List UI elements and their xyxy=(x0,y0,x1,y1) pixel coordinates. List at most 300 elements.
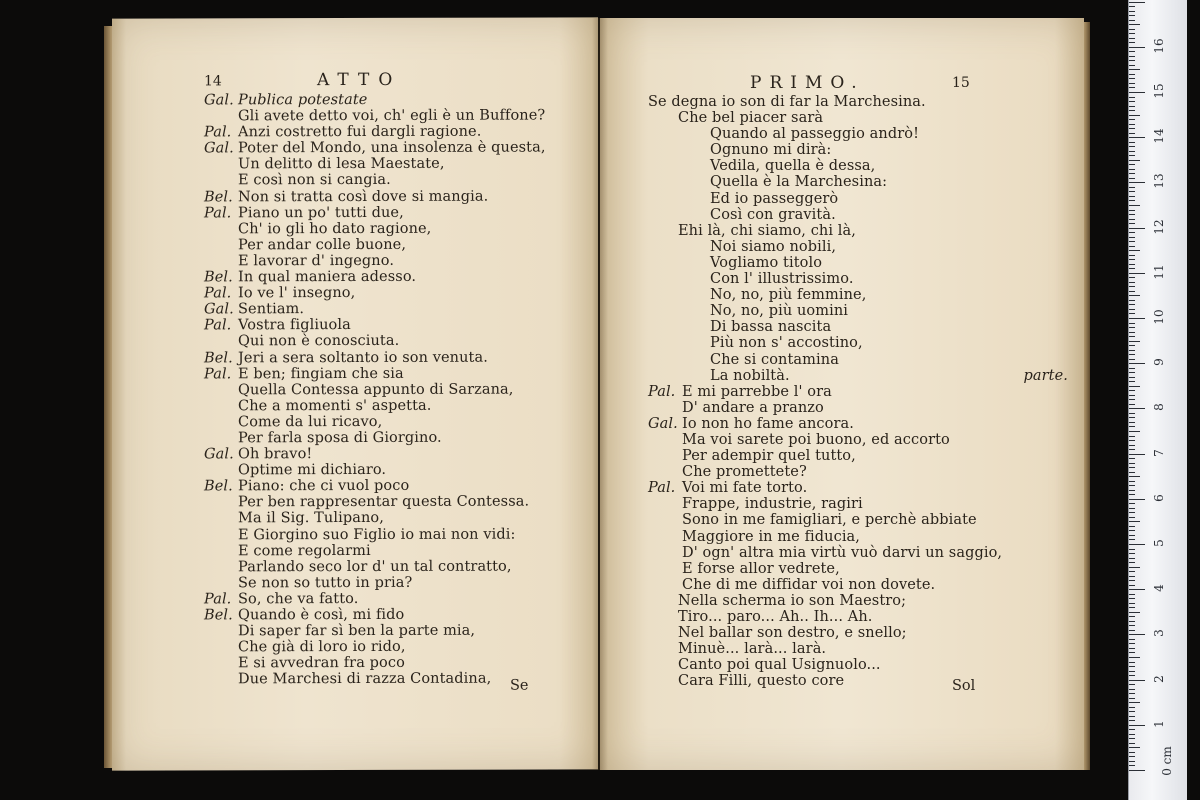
text-line xyxy=(204,590,594,607)
text-line xyxy=(204,429,594,446)
ruler-tick xyxy=(1129,698,1135,699)
ruler-tick xyxy=(1129,291,1135,292)
ruler-tick xyxy=(1129,178,1135,179)
ruler-tick xyxy=(1129,160,1140,161)
ruler-tick xyxy=(1129,711,1135,712)
text-line xyxy=(648,303,1068,319)
ruler-tick xyxy=(1129,128,1135,129)
ruler-tick xyxy=(1129,770,1145,771)
ruler-tick xyxy=(1129,508,1135,509)
speaker-label: Pal. xyxy=(204,365,232,382)
ruler-tick xyxy=(1129,295,1140,296)
speaker-label: Pal. xyxy=(204,317,232,334)
ruler-tick xyxy=(1129,503,1135,504)
ruler-tick xyxy=(1129,151,1135,152)
ruler-tick xyxy=(1129,313,1135,314)
verse-text: No, no, più uomini xyxy=(710,303,849,320)
ruler-tick xyxy=(1129,589,1145,590)
ruler-tick xyxy=(1129,87,1135,88)
ruler-tick xyxy=(1129,377,1135,378)
ruler-tick xyxy=(1129,734,1135,735)
text-line xyxy=(204,236,594,253)
ruler-tick xyxy=(1129,485,1135,486)
ruler-tick xyxy=(1129,634,1145,635)
ruler-tick xyxy=(1129,372,1135,373)
text-line xyxy=(648,174,1068,190)
ruler-tick xyxy=(1129,639,1135,640)
verse-text: Che si contamina xyxy=(710,351,839,368)
ruler-tick xyxy=(1129,20,1135,21)
ruler-tick xyxy=(1129,643,1135,644)
ruler-tick xyxy=(1129,404,1135,405)
verse-text: Publica potestate xyxy=(238,91,368,109)
verse-text: Quando al passeggio andrò! xyxy=(710,126,920,143)
ruler-tick xyxy=(1129,707,1135,708)
speaker-label: Bel. xyxy=(204,607,233,624)
ruler-tick xyxy=(1129,210,1135,211)
speaker-label: Pal. xyxy=(204,124,232,141)
ruler-tick xyxy=(1129,300,1135,301)
ruler-tick xyxy=(1129,761,1135,762)
verse-text: Sentiam. xyxy=(238,301,305,318)
text-line xyxy=(648,577,1068,593)
text-line xyxy=(648,352,1068,368)
ruler-tick xyxy=(1129,607,1135,608)
ruler-tick xyxy=(1129,124,1135,125)
ruler-tick xyxy=(1129,47,1145,48)
ruler-tick xyxy=(1129,327,1135,328)
ruler-tick xyxy=(1129,259,1135,260)
page-number-left: 14 xyxy=(204,73,222,90)
ruler-tick xyxy=(1129,752,1135,753)
verse-text: Vostra figliuola xyxy=(238,317,351,334)
text-line xyxy=(204,317,594,334)
ruler-label: 8 xyxy=(1152,403,1166,412)
verse-text: So, che va fatto. xyxy=(238,590,359,608)
ruler-tick xyxy=(1129,630,1135,631)
ruler-tick xyxy=(1129,350,1135,351)
text-line xyxy=(204,622,594,639)
ruler-tick xyxy=(1129,142,1135,143)
ruler-tick xyxy=(1129,521,1140,522)
ruler-tick xyxy=(1129,318,1145,319)
verse-text: Che bel piacer sarà xyxy=(678,110,824,127)
ruler-tick xyxy=(1129,173,1135,174)
text-line xyxy=(204,510,594,527)
verse-text: E ben; fingiam che sia xyxy=(238,365,404,382)
ruler-label: 2 xyxy=(1152,674,1166,683)
verse-text: Optime mi dichiaro. xyxy=(238,462,387,479)
verse-text: Poter del Mondo, una insolenza è questa, xyxy=(238,139,546,157)
ruler-tick xyxy=(1129,399,1135,400)
verse-text: Ma il Sig. Tulipano, xyxy=(238,510,384,527)
ruler-tick xyxy=(1129,616,1135,617)
ruler-tick xyxy=(1129,155,1135,156)
ruler-label: 12 xyxy=(1152,218,1166,235)
verse-text: Di bassa nascita xyxy=(710,319,832,336)
ruler-tick xyxy=(1129,747,1140,748)
ruler-label: 1 xyxy=(1152,719,1166,728)
text-line xyxy=(204,574,594,591)
ruler-tick xyxy=(1129,33,1135,34)
text-line xyxy=(648,496,1068,512)
ruler-tick xyxy=(1129,553,1135,554)
text-line xyxy=(648,94,1068,110)
ruler-label: 5 xyxy=(1152,539,1166,547)
speaker-label: Pal. xyxy=(648,383,676,400)
text-line xyxy=(648,641,1068,657)
ruler-tick xyxy=(1129,200,1135,201)
verse-text: E come regolarmi xyxy=(238,542,371,559)
verse-text: Che promettete? xyxy=(682,464,807,481)
ruler-tick xyxy=(1129,56,1135,57)
ruler-tick xyxy=(1129,169,1135,170)
ruler-tick xyxy=(1129,282,1135,283)
ruler-tick xyxy=(1129,332,1135,333)
verse-text: Due Marchesi di razza Contadina, xyxy=(238,671,492,688)
text-line xyxy=(204,91,594,108)
ruler-tick xyxy=(1129,2,1145,3)
ruler-label: 15 xyxy=(1152,83,1166,99)
ruler-tick xyxy=(1129,648,1135,649)
ruler-tick xyxy=(1129,101,1135,102)
text-line xyxy=(648,480,1068,496)
ruler-tick xyxy=(1129,549,1135,550)
speaker-label: Pal. xyxy=(648,480,676,497)
ruler-tick xyxy=(1129,395,1135,396)
text-line xyxy=(204,156,594,173)
ruler-tick xyxy=(1129,472,1135,473)
ruler-tick xyxy=(1129,526,1135,527)
text-line xyxy=(648,319,1068,335)
speaker-label: Gal. xyxy=(204,140,234,157)
verse-text: Gli avete detto voi, ch' egli è un Buffone? xyxy=(238,107,546,125)
ruler-tick xyxy=(1129,182,1145,183)
ruler-tick xyxy=(1129,268,1135,269)
ruler-tick xyxy=(1129,458,1135,459)
ruler-tick xyxy=(1129,680,1145,681)
verse-text: Che a momenti s' aspetta. xyxy=(238,397,432,415)
text-line xyxy=(204,349,594,366)
ruler-tick xyxy=(1129,463,1135,464)
speaker-label: Pal. xyxy=(204,285,232,302)
text-line xyxy=(648,657,1068,673)
ruler-tick xyxy=(1129,625,1135,626)
speaker-label: Bel. xyxy=(204,269,233,286)
ruler-tick xyxy=(1129,454,1145,455)
ruler-tick xyxy=(1129,702,1140,703)
text-line xyxy=(648,512,1068,528)
text-line xyxy=(204,107,594,124)
ruler-tick xyxy=(1129,544,1145,545)
ruler-tick xyxy=(1129,15,1135,16)
verse-text: Jeri a sera soltanto io son venuta. xyxy=(238,349,488,366)
ruler-tick xyxy=(1129,567,1140,568)
ruler-tick xyxy=(1129,675,1135,676)
ruler-tick xyxy=(1129,580,1135,581)
verse-text: Io non ho fame ancora. xyxy=(682,415,854,432)
verse-text: Cara Filli, questo core xyxy=(678,673,845,690)
ruler-tick xyxy=(1129,359,1135,360)
ruler-tick xyxy=(1129,603,1135,604)
verse-text: Canto poi qual Usignuolo... xyxy=(678,657,881,674)
speaker-label: Bel. xyxy=(204,349,233,366)
catchword-right: Sol xyxy=(952,678,976,694)
verse-text: Piano un po' tutti due, xyxy=(238,204,404,221)
left-page xyxy=(112,17,598,770)
ruler-label: 13 xyxy=(1152,173,1166,190)
ruler-tick xyxy=(1129,273,1145,274)
ruler-tick xyxy=(1129,38,1135,39)
speaker-label: Pal. xyxy=(204,204,232,222)
ruler-tick xyxy=(1129,725,1145,726)
verse-text: Se degna io son di far la Marchesina. xyxy=(648,94,926,110)
verse-text: Vogliamo titolo xyxy=(710,254,823,271)
text-line xyxy=(204,381,594,398)
verse-text: Così con gravità. xyxy=(710,206,836,223)
verse-text: No, no, più femmine, xyxy=(710,287,867,304)
running-header-right: PRIMO. xyxy=(750,73,865,93)
ruler-tick xyxy=(1129,666,1135,667)
ruler-tick xyxy=(1129,662,1135,663)
ruler-tick xyxy=(1129,6,1135,7)
verse-text: Per andar colle buone, xyxy=(238,236,407,254)
text-line xyxy=(204,526,594,543)
ruler-tick xyxy=(1129,693,1135,694)
verse-text: Se non so tutto in pria? xyxy=(238,574,413,592)
book-gutter xyxy=(592,18,608,770)
verse-text: Di saper far sì ben la parte mia, xyxy=(238,622,476,640)
ruler-tick xyxy=(1129,585,1135,586)
verse-text: Quella è la Marchesina: xyxy=(710,174,888,191)
ruler-tick xyxy=(1129,530,1135,531)
ruler-tick xyxy=(1129,467,1135,468)
verse-text: Più non s' accostino, xyxy=(710,335,863,352)
ruler-tick xyxy=(1129,277,1135,278)
verse-text: Qui non è conosciuta. xyxy=(238,333,400,350)
verse-text: Nel ballar son destro, e snello; xyxy=(678,625,907,642)
ruler-tick xyxy=(1129,29,1135,30)
text-line xyxy=(648,432,1068,448)
verse-text: Maggiore in me fiducia, xyxy=(682,528,861,545)
ruler-tick xyxy=(1129,368,1135,369)
ruler-label: 11 xyxy=(1152,264,1166,280)
ruler-tick xyxy=(1129,205,1140,206)
text-line xyxy=(648,529,1068,545)
verse-text: Oh bravo! xyxy=(238,446,313,463)
text-line xyxy=(648,126,1068,142)
text-line xyxy=(204,124,594,141)
verse-text: Parlando seco lor d' un tal contratto, xyxy=(238,558,512,576)
text-line xyxy=(204,671,594,688)
ruler-tick xyxy=(1129,490,1135,491)
ruler-label: 9 xyxy=(1152,358,1166,367)
ruler-tick xyxy=(1129,250,1140,251)
page-number-right: 15 xyxy=(952,75,970,91)
right-page xyxy=(600,18,1084,770)
ruler-label: 3 xyxy=(1152,629,1166,638)
ruler-tick xyxy=(1129,445,1135,446)
ruler-label: 14 xyxy=(1152,128,1166,144)
text-line xyxy=(648,191,1068,207)
speaker-label: Gal. xyxy=(648,415,678,432)
ruler-tick xyxy=(1129,133,1135,134)
ruler-tick xyxy=(1129,535,1135,536)
ruler-tick xyxy=(1129,78,1135,79)
speaker-label: Bel. xyxy=(204,188,233,205)
left-page-text xyxy=(204,91,594,687)
verse-text: E forse allor vedrete, xyxy=(682,560,840,577)
ruler-label: 7 xyxy=(1152,448,1166,457)
verse-text: Noi siamo nobili, xyxy=(710,238,837,255)
ruler-label: 6 xyxy=(1152,493,1166,502)
ruler-tick xyxy=(1129,119,1135,120)
ruler-tick xyxy=(1129,237,1135,238)
verse-text: Vedila, quella è dessa, xyxy=(710,158,876,175)
ruler-tick xyxy=(1129,517,1135,518)
ruler-tick xyxy=(1129,191,1135,192)
ruler-tick xyxy=(1129,562,1135,563)
text-line xyxy=(648,271,1068,287)
ruler-tick xyxy=(1129,652,1135,653)
ruler-tick xyxy=(1129,558,1135,559)
verse-text: Quella Contessa appunto di Sarzana, xyxy=(238,381,514,398)
text-line xyxy=(648,384,1068,400)
ruler-tick xyxy=(1129,83,1135,84)
verse-text: Sono in me famigliari, e perchè abbiate xyxy=(682,512,977,529)
text-line xyxy=(204,606,594,623)
verse-text: E mi parrebbe l' ora xyxy=(682,383,832,400)
text-line xyxy=(204,204,594,221)
ruler-tick xyxy=(1129,60,1135,61)
verse-text: Nella scherma io son Maestro; xyxy=(678,592,907,609)
text-line xyxy=(648,464,1068,480)
ruler-tick xyxy=(1129,187,1135,188)
text-line xyxy=(204,301,594,318)
text-line xyxy=(648,335,1068,351)
text-line xyxy=(648,255,1068,271)
ruler-tick xyxy=(1129,594,1135,595)
ruler-tick xyxy=(1129,354,1135,355)
ruler-tick xyxy=(1129,743,1135,744)
verse-text: Che già di loro io rido, xyxy=(238,639,406,656)
ruler-tick xyxy=(1129,286,1135,287)
ruler-tick xyxy=(1129,408,1145,409)
verse-text: Con l' illustrissimo. xyxy=(710,271,854,288)
verse-text: Che di me diffidar voi non dovete. xyxy=(682,576,936,593)
ruler-tick xyxy=(1129,598,1135,599)
text-line xyxy=(204,558,594,575)
text-line xyxy=(648,593,1068,609)
ruler-tick xyxy=(1129,621,1135,622)
verse-text: Ognuno mi dirà: xyxy=(710,142,832,159)
text-line xyxy=(204,462,594,479)
text-line xyxy=(204,268,594,285)
ruler-tick xyxy=(1129,512,1135,513)
ruler-tick xyxy=(1129,146,1135,147)
measuring-ruler xyxy=(1128,0,1187,800)
text-line xyxy=(648,239,1068,255)
ruler-tick xyxy=(1129,499,1145,500)
ruler-tick xyxy=(1129,481,1135,482)
verse-text: La nobiltà. xyxy=(710,367,790,384)
speaker-label: Gal. xyxy=(204,92,234,109)
text-line xyxy=(204,140,594,157)
ruler-tick xyxy=(1129,232,1135,233)
verse-text: Frappe, industrie, ragiri xyxy=(682,496,863,513)
ruler-tick xyxy=(1129,363,1145,364)
text-line xyxy=(648,416,1068,432)
ruler-tick xyxy=(1129,716,1135,717)
text-line xyxy=(204,413,594,430)
text-line xyxy=(648,561,1068,577)
text-line xyxy=(648,223,1068,239)
verse-text: Per ben rappresentar questa Contessa. xyxy=(238,493,530,511)
ruler-tick xyxy=(1129,97,1135,98)
text-line xyxy=(204,494,594,511)
text-line xyxy=(204,252,594,269)
ruler-tick xyxy=(1129,92,1145,93)
text-line xyxy=(204,397,594,414)
text-line xyxy=(204,655,594,672)
verse-text: Ch' io gli ho dato ragione, xyxy=(238,220,432,238)
text-line xyxy=(204,478,594,495)
verse-text: D' andare a pranzo xyxy=(682,399,824,416)
ruler-tick xyxy=(1129,476,1140,477)
ruler-tick xyxy=(1129,426,1135,427)
verse-text: E si avvedran fra poco xyxy=(238,655,405,672)
ruler-tick xyxy=(1129,345,1135,346)
verse-text: D' ogn' altra mia virtù vuò darvi un saggio, xyxy=(682,544,1003,561)
ruler-label: 4 xyxy=(1152,584,1166,593)
verse-text: Per adempir quel tutto, xyxy=(682,448,856,465)
ruler-tick xyxy=(1129,51,1135,52)
text-line xyxy=(204,284,594,301)
ruler-tick xyxy=(1129,214,1135,215)
stage-direction: parte. xyxy=(1023,367,1068,384)
text-line xyxy=(204,188,594,205)
ruler-label: 0 cm xyxy=(1160,746,1174,776)
ruler-tick xyxy=(1129,417,1135,418)
ruler-tick xyxy=(1129,689,1135,690)
ruler-tick xyxy=(1129,115,1140,116)
speaker-label: Gal. xyxy=(204,446,234,463)
ruler-tick xyxy=(1129,720,1135,721)
ruler-tick xyxy=(1129,323,1135,324)
ruler-tick xyxy=(1129,341,1140,342)
verse-text: Come da lui ricavo, xyxy=(238,413,383,431)
ruler-tick xyxy=(1129,431,1140,432)
ruler-tick xyxy=(1129,11,1135,12)
ruler-tick xyxy=(1129,671,1135,672)
verse-text: In qual maniera adesso. xyxy=(238,268,417,286)
verse-text: Ed io passeggerò xyxy=(710,190,839,207)
ruler-tick xyxy=(1129,304,1135,305)
ruler-tick xyxy=(1129,246,1135,247)
ruler-tick xyxy=(1129,576,1135,577)
ruler-tick xyxy=(1129,223,1135,224)
ruler-tick xyxy=(1129,42,1135,43)
verse-text: Io ve l' insegno, xyxy=(238,285,356,302)
text-line xyxy=(648,287,1068,303)
ruler-tick xyxy=(1129,386,1140,387)
text-line xyxy=(648,110,1068,126)
ruler-tick xyxy=(1129,196,1135,197)
ruler-tick xyxy=(1129,110,1135,111)
ruler-tick xyxy=(1129,74,1135,75)
verse-text: Anzi costretto fui dargli ragione. xyxy=(238,123,482,141)
text-line xyxy=(648,609,1068,625)
